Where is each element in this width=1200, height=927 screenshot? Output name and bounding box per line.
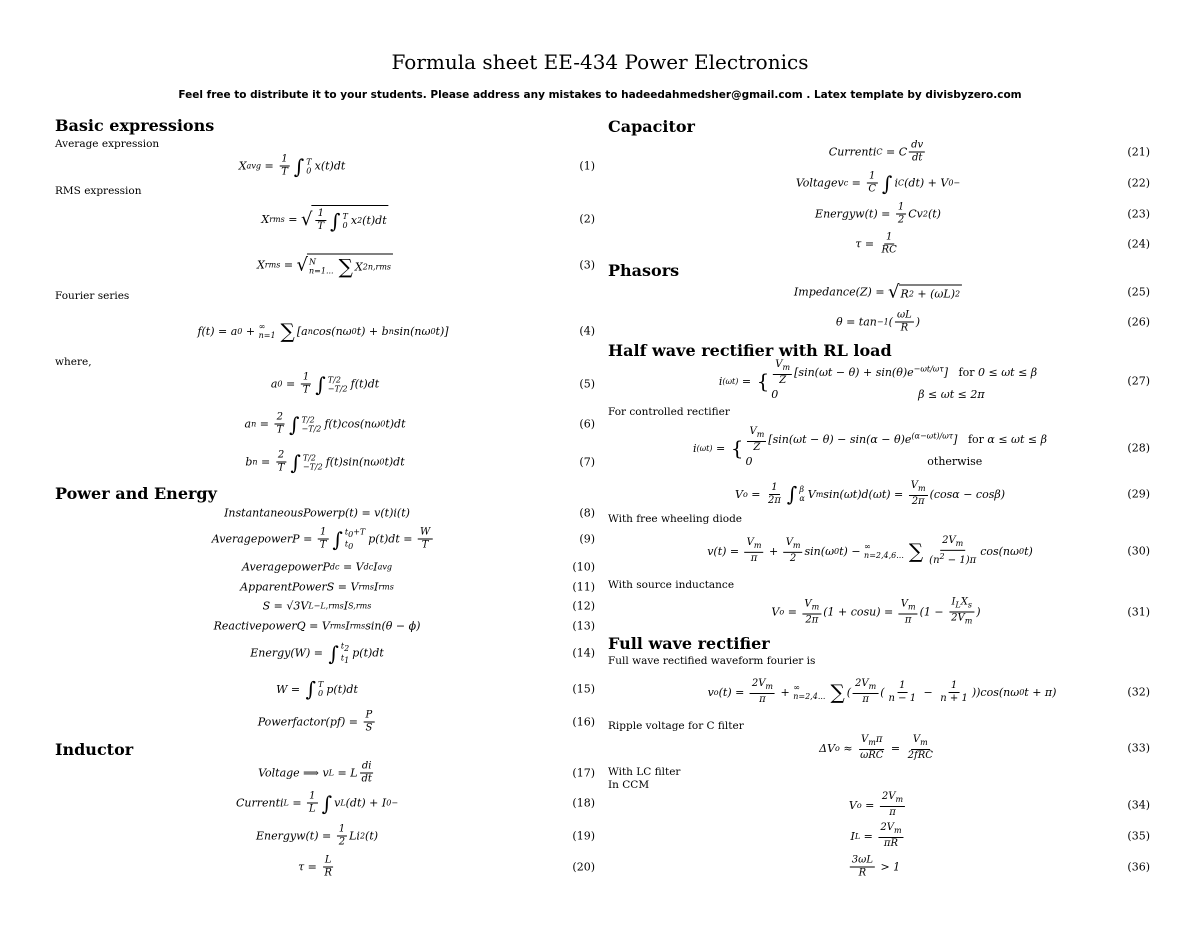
equation-19 xyxy=(55,823,595,856)
equation-expression: $\frac{3\omega L}{R}$ > 1 xyxy=(851,854,901,879)
equation-number: (14) xyxy=(572,646,595,660)
note-in-ccm: In CCM xyxy=(608,779,650,791)
section-power-and-energy: Power and Energy xyxy=(55,484,217,503)
equation-14 xyxy=(55,641,595,673)
equation-expression: X avg = $\frac{1}{T}$ ∫ T 0 x(t)dt xyxy=(238,153,346,178)
equation-expression: v o (t) = $\frac{2V_m}{\pi}$ + ∞ n=2,4... ∑ ( $\frac{2V_m}{\pi}$ ( $\frac{1}{n - 1}$ − $\frac{1}{n + 1}$ ))cos(nω 0 t + π) xyxy=(707,678,1057,705)
equation-expression: τ = $\frac{L}{R}$ xyxy=(298,854,332,879)
equation-3 xyxy=(55,254,595,285)
equation-number: (35) xyxy=(1127,829,1150,843)
equation-expression: Energy(W) = ∫ $t_2$ $t_1$ p(t)dt xyxy=(250,641,384,665)
equation-expression: a 0 = $\frac{1}{T}$ ∫ T/2 −T/2 f(t)dt xyxy=(270,371,380,396)
page-title: Formula sheet EE-434 Power Electronics xyxy=(391,50,809,74)
equation-number: (8) xyxy=(579,506,595,520)
equation-expression: Energyw(t) = $\frac{1}{2}$ Cv 2 (t) xyxy=(815,201,941,226)
equation-expression: Currenti L = $\frac{1}{L}$ ∫ v L (dt) + I 0− xyxy=(235,790,399,815)
equation-expression: ApparentPowerS = V rms I rms xyxy=(240,580,394,594)
equation-number: (15) xyxy=(572,682,595,696)
equation-number: (3) xyxy=(579,258,595,272)
equation-4 xyxy=(55,319,595,351)
equation-number: (16) xyxy=(572,715,595,729)
note-where: where, xyxy=(55,356,92,368)
equation-6 xyxy=(55,411,595,444)
note-fourier-series: Fourier series xyxy=(55,290,130,302)
equation-expression: θ = tan −1 ( $\frac{\omega L}{R}$ ) xyxy=(835,309,921,334)
equation-expression: Currenti C = C $\frac{dv}{dt}$ xyxy=(828,139,924,164)
equation-number: (24) xyxy=(1127,237,1150,251)
equation-18 xyxy=(55,790,595,823)
equation-number: (25) xyxy=(1127,285,1150,299)
note-rms-expression: RMS expression xyxy=(55,185,142,197)
equation-16 xyxy=(55,709,595,742)
section-full-wave-rectifier: Full wave rectifier xyxy=(608,634,770,653)
equation-expression: b n = $\frac{2}{T}$ ∫ T/2 −T/2 f(t)sin(nω 0 t)dt xyxy=(245,449,405,474)
equation-expression: v(t) = $\frac{V_m}{\pi}$ + $\frac{V_m}{2}$ sin(ω 0 t) − ∞ n=2,4,6... ∑ $\frac{2V_m}{(n^2 - 1)\pi}$ cos(nω 0 t) xyxy=(707,534,1033,567)
equation-expression: InstantaneousPowerp(t) = v(t)i(t) xyxy=(224,506,410,520)
equation-28 xyxy=(608,426,1150,468)
equation-expression: W = ∫ T 0 p(t)dt xyxy=(276,677,358,701)
equation-number: (23) xyxy=(1127,207,1150,221)
equation-expression: a n = $\frac{2}{T}$ ∫ T/2 −T/2 f(t)cos(nω 0 t)dt xyxy=(244,411,406,436)
equation-33 xyxy=(608,734,1150,768)
equation-number: (33) xyxy=(1127,741,1150,755)
equation-29 xyxy=(608,480,1150,514)
equation-7 xyxy=(55,449,595,482)
equation-number: (13) xyxy=(572,619,595,633)
equation-27 xyxy=(608,359,1150,401)
equation-number: (2) xyxy=(579,212,595,226)
equation-expression: ΔV o ≈ $\frac{V_m\pi}{\text{ωRC}}$ = $\frac{V_m}{\text{2fRC}}$ xyxy=(819,734,933,761)
equation-30 xyxy=(608,534,1150,571)
section-capacitor: Capacitor xyxy=(608,117,695,136)
note-controlled-rectifier: For controlled rectifier xyxy=(608,406,730,418)
equation-number: (29) xyxy=(1127,487,1150,501)
equation-20 xyxy=(55,854,595,887)
page-subtitle: Feel free to distribute it to your students. Please address any mistakes to hadeedahmedsher@gmail.com . Latex template by divisbyzero.com xyxy=(178,89,1022,101)
section-inductor: Inductor xyxy=(55,740,134,759)
note-full-wave-fourier: Full wave rectified waveform fourier is xyxy=(608,655,816,667)
equation-expression: τ = $\frac{1}{RC}$ xyxy=(855,231,897,256)
equation-number: (10) xyxy=(572,560,595,574)
section-phasors: Phasors xyxy=(608,261,680,280)
equation-expression: f(t) = a 0 + ∞ n=1 ∑ [a n cos(nω 0 t) + b n sin(nω 0 t)] xyxy=(197,319,449,343)
equation-26 xyxy=(608,309,1150,342)
equation-15 xyxy=(55,677,595,709)
section-half-wave-rectifier: Half wave rectifier with RL load xyxy=(608,341,892,360)
equation-number: (36) xyxy=(1127,860,1150,874)
equation-number: (26) xyxy=(1127,315,1150,329)
equation-31 xyxy=(608,596,1150,632)
equation-expression: AveragepowerP dc = V dc I avg xyxy=(242,560,392,574)
equation-expression: Powerfactor(pf) = $\frac{P}{S}$ xyxy=(257,709,373,734)
equation-number: (19) xyxy=(572,829,595,843)
equation-number: (20) xyxy=(572,860,595,874)
equation-number: (22) xyxy=(1127,176,1150,190)
equation-number: (7) xyxy=(579,455,595,469)
equation-expression: S = √3V L−L,rms I S,rms xyxy=(262,599,372,613)
equation-expression: V o = $\frac{V_m}{2\pi}$ (1 + cosu) = $\frac{V_m}{\pi}$ (1 − $\frac{I_LX_s}{2V_m}$ ) xyxy=(771,596,981,626)
equation-21 xyxy=(608,139,1150,172)
equation-expression: Voltage ⟹ v L = L $\frac{di}{dt}$ xyxy=(258,760,372,785)
equation-35 xyxy=(608,822,1150,856)
equation-number: (27) xyxy=(1127,374,1150,388)
equation-expression: X rms = √ $\frac{1}{T}$ ∫ T 0 x 2 (t)dt xyxy=(261,205,388,233)
equation-expression: X rms = √ N n=1... ∑ X 2 n,rms xyxy=(256,254,392,279)
equation-number: (12) xyxy=(572,599,595,613)
equation-number: (30) xyxy=(1127,544,1150,558)
equation-expression: AveragepowerP = $\frac{1}{T}$ ∫ $t_0+T$ $t_0$ p(t)dt = $\frac{W}{T}$ xyxy=(211,526,431,551)
equation-expression: i (ωt) = { $\frac{V_m}{Z}$ $[\sin(\omega t - \theta) - \sin(\alpha - \theta)e^{(\alpha-\omega t)/\omega\tau}]$ for α ≤ ωt ≤ β 0 otherwise xyxy=(692,426,1048,468)
note-free-wheeling-diode: With free wheeling diode xyxy=(608,513,743,525)
equation-number: (18) xyxy=(572,796,595,810)
section-basic-expressions: Basic expressions xyxy=(55,116,215,135)
equation-expression: V o = $\frac{1}{2\pi}$ ∫ β α V m sin(ωt)d(ωt) = $\frac{V_m}{2\pi}$ (cosα − cosβ) xyxy=(734,480,1006,507)
equation-number: (17) xyxy=(572,766,595,780)
equation-1 xyxy=(55,153,595,186)
equation-number: (34) xyxy=(1127,798,1150,812)
equation-22 xyxy=(608,170,1150,203)
equation-32 xyxy=(608,678,1150,712)
equation-number: (5) xyxy=(579,377,595,391)
note-lc-filter: With LC filter xyxy=(608,766,681,778)
equation-9 xyxy=(55,526,595,559)
equation-expression: i (ωt) = { $\frac{V_m}{Z}$ $[\sin(\omega t - \theta) + \sin(\theta)e^{-\omega t/\omega\tau}]$ for 0 ≤ ωt ≤ β 0 β ≤ ωt ≤ 2π xyxy=(718,359,1038,401)
equation-5 xyxy=(55,371,595,404)
note-ripple-voltage: Ripple voltage for C filter xyxy=(608,720,744,732)
equation-number: (1) xyxy=(579,159,595,173)
equation-expression: I L = $\frac{2V_m}{\pi R}$ xyxy=(850,822,902,849)
equation-expression: ReactivepowerQ = V rms I rms sin(θ − ϕ) xyxy=(213,619,421,633)
equation-number: (21) xyxy=(1127,145,1150,159)
equation-expression: Voltagev c = $\frac{1}{C}$ ∫ i C (dt) + V 0− xyxy=(795,170,961,195)
note-average-expression: Average expression xyxy=(55,138,160,150)
equation-number: (32) xyxy=(1127,685,1150,699)
equation-number: (28) xyxy=(1127,441,1150,455)
equation-24 xyxy=(608,231,1150,264)
equation-number: (31) xyxy=(1127,605,1150,619)
equation-expression: V o = $\frac{2V_m}{\pi}$ xyxy=(848,791,904,818)
equation-expression: Impedance(Z) = √ R 2 + (ωL) 2 xyxy=(793,281,961,303)
note-source-inductance: With source inductance xyxy=(608,579,735,591)
equation-expression: Energyw(t) = $\frac{1}{2}$ Li 2 (t) xyxy=(255,823,379,848)
equation-2 xyxy=(55,208,595,239)
equation-number: (6) xyxy=(579,417,595,431)
equation-36 xyxy=(608,854,1150,887)
equation-number: (9) xyxy=(579,532,595,546)
equation-number: (4) xyxy=(579,324,595,338)
equation-number: (11) xyxy=(572,580,595,594)
